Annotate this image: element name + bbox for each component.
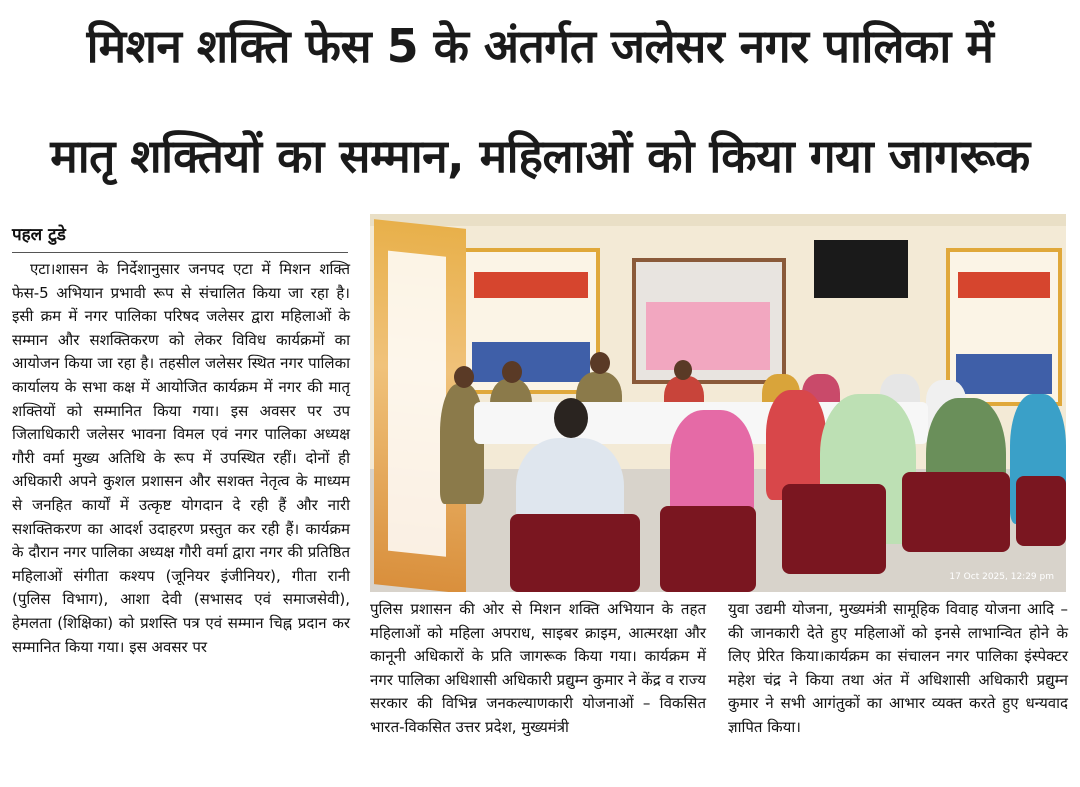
photo-chair — [902, 472, 1010, 552]
photo-person-head — [502, 361, 522, 383]
headline-line-2: मातृ शक्तियों का सम्मान, महिलाओं को किया गया जागरूक — [50, 129, 1030, 183]
photo-window — [632, 258, 786, 384]
headline-line-1: मिशन शक्ति फेस 5 के अंतर्गत जलेसर नगर पालिका में — [86, 19, 994, 73]
photo-timestamp: 17 Oct 2025, 12:29 pm — [949, 572, 1054, 582]
photo-person-head — [454, 366, 474, 388]
article-column-1: एटा।शासन के निर्देशानुसार जनपद एटा में मिशन शक्ति फेस-5 अभियान प्रभावी रूप से संचालित किया जा रहा है। इसी क्रम में नगर पालिका परिषद जलेसर द्वारा महिलाओं के सम्मान और सशक्तिकरण को लेकर विविध कार्यक्रमों का आयोजन किया जा रहा है। तहसील जलेसर स्थित नगर पालिका कार्यालय के सभा कक्ष में आयोजित कार्यक्रम में नगर की मातृ शक्तियों को सम्मानित किया गया। इस अवसर पर उप जिलाधिकारी जलेसर भावना विमल एवं नगर पालिका अध्यक्ष गौरी वर्मा मुख्य अतिथि के रूप में उपस्थित रहीं। दोनों ही अधिकारी अपने कुशल प्रशासन और सशक्त नेतृत्व के माध्यम से जनहित कार्यों में उत्कृष्ट योगदान दे रही हैं और नारी सशक्तिकरण का आदर्श उदाहरण प्रस्तुत कर रही हैं। कार्यक्रम के दौरान नगर पालिका अध्यक्ष गौरी वर्मा द्वारा नगर की प्रतिष्ठित महिलाओं संगीता कश्यप (जूनियर इंजीनियर), गीता रानी (पुलिस विभाग), आशा देवी (सभासद एवं समाजसेवी), हेमलता (शिक्षिका) को प्रशस्ति पत्र एवं सम्मान चिह्न प्रदान कर सम्मानित किया गया। इस अवसर पर — [12, 260, 350, 656]
photo-chair — [1016, 476, 1066, 546]
photo-chair — [782, 484, 886, 574]
article-column-3: युवा उद्यमी योजना, मुख्यमंत्री सामूहिक विवाह योजना आदि – की जानकारी देते हुए महिलाओं को इनसे लाभान्वित होने के लिए प्रेरित किया।कार्यक्रम का संचालन नगर पालिका इंस्पेक्टर महेश चंद्र ने किया तथा अंत में अधिशासी अधिकारी प्रद्युम्न कुमार ने सभी आगंतुकों का आभार व्यक्त करते हुए धन्यवाद ज्ञापित किया। — [728, 600, 1068, 736]
photo-tv — [814, 240, 908, 298]
photo-poster-left — [462, 248, 600, 394]
photo-poster-right — [946, 248, 1062, 406]
byline: पहल टुडे — [12, 222, 348, 253]
photo-chair — [660, 506, 756, 592]
article-column-2: पुलिस प्रशासन की ओर से मिशन शक्ति अभियान के तहत महिलाओं को महिला अपराध, साइबर क्राइम, आत्मरक्षा और कानूनी अधिकारों के प्रति जागरूक किया गया। कार्यक्रम में नगर पालिका अधिशासी अधिकारी प्रद्युम्न कुमार ने केंद्र व राज्य सरकार की विभिन्न जनकल्याणकारी योजनाओं – विकसित भारत-विकसित उत्तर प्रदेश, मुख्यमंत्री — [370, 600, 706, 736]
photo-ceiling — [370, 214, 1066, 226]
photo-person-head — [590, 352, 610, 374]
photo-person-head — [554, 398, 588, 438]
event-photo — [370, 214, 1066, 592]
photo-chair — [510, 514, 640, 592]
photo-person-head — [674, 360, 692, 380]
